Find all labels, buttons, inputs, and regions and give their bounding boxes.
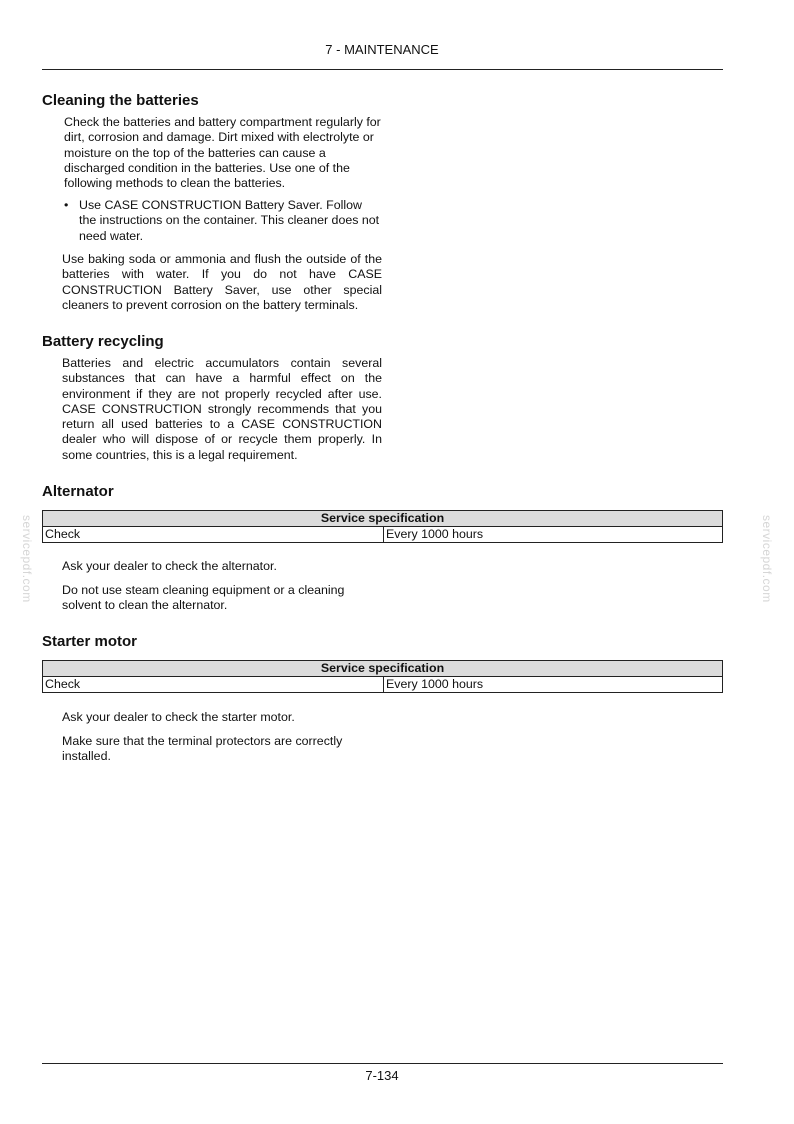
heading-starter-motor: Starter motor [42,633,138,650]
spec-task-cell: Check [43,677,384,693]
spec-task-cell: Check [43,527,384,543]
heading-alternator: Alternator [42,483,114,500]
watermark-left: servicepdf.com [20,515,34,603]
cleaning-bullet-text: Use CASE CONSTRUCTION Battery Saver. Follow the instructions on the container. This cleaner does not need water. [79,198,380,243]
cleaning-outro-paragraph: Use baking soda or ammonia and flush the outside of the batteries with water. If you do not have CASE CONSTRUCTION Battery Saver, use other special cleaners to prevent corrosion on the battery terminals. [62,252,382,312]
spec-interval-cell: Every 1000 hours [384,677,723,693]
header-rule [42,69,723,70]
table-row [43,677,723,693]
spec-table-header: Service specification [43,511,723,527]
spec-table-header: Service specification [43,661,723,677]
recycling-paragraph: Batteries and electric accumulators contain several substances that can have a harmful effect on the environment if they are not properly recycled after use. CASE CONSTRUCTION strongly recommends that you return all used batteries to a CASE CONSTRUCTION dealer who will dispose of or recycle them properly. In some countries, this is a legal requirement. [62,356,382,462]
heading-battery-recycling: Battery recycling [42,333,164,350]
running-header: 7 - MAINTENANCE [325,42,439,57]
starter-spec-table [42,660,723,693]
bullet-icon: • [64,198,69,212]
spec-interval-cell: Every 1000 hours [384,527,723,543]
watermark-right: servicepdf.com [760,515,774,603]
cleaning-intro-paragraph: Check the batteries and battery compartment regularly for dirt, corrosion and damage. Dirt mixed with electrolyte or moisture on the top of the batteries can cause a discharged condition in the batteries. Use one of the following methods to clean the batteries. [64,115,381,191]
alternator-note-dealer: Ask your dealer to check the alternator. [62,559,277,573]
alternator-spec-table [42,510,723,543]
heading-cleaning-batteries: Cleaning the batteries [42,92,199,109]
alternator-note-cleaning: Do not use steam cleaning equipment or a cleaning solvent to clean the alternator. [62,583,345,613]
table-row [43,527,723,543]
footer-rule [42,1063,723,1064]
page-number: 7-134 [365,1068,399,1083]
starter-note-terminals: Make sure that the terminal protectors are correctly installed. [62,734,343,764]
starter-note-dealer: Ask your dealer to check the starter motor. [62,710,295,724]
